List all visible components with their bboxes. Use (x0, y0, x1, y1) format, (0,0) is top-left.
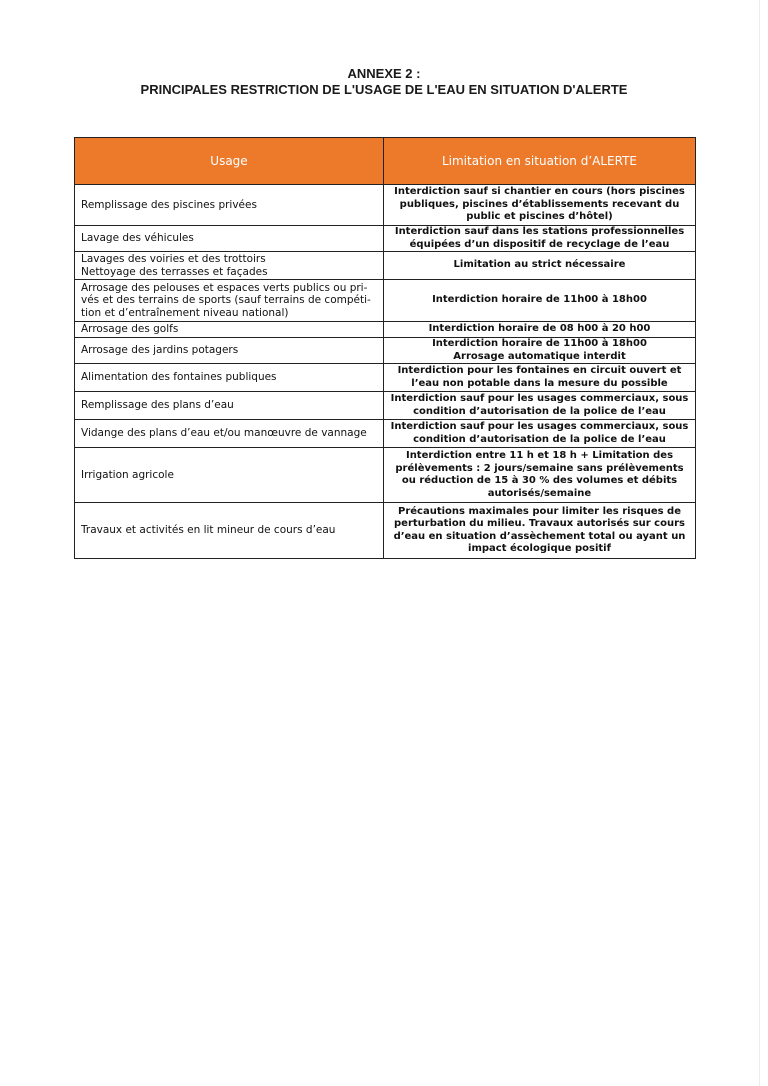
usage-cell: Arrosage des golfs (75, 322, 384, 338)
limitation-cell: Interdiction pour les fontaines en circuit ouvert et l’eau non potable dans la mesure du possible (384, 364, 696, 392)
table-row (75, 392, 696, 420)
annex-heading: PRINCIPALES RESTRICTION DE L'USAGE DE L'EAU EN SITUATION D'ALERTE (140, 82, 628, 97)
limitation-cell: Interdiction sauf dans les stations professionnelles équipées d’un dispositif de recyclage de l’eau (384, 226, 696, 252)
limitation-cell: Interdiction entre 11 h et 18 h + Limitation des prélèvements : 2 jours/semaine sans prélèvements ou réduction de 15 à 30 % des volumes et débits autorisés/semaine (384, 448, 696, 503)
limitation-cell: Limitation au strict nécessaire (384, 252, 696, 280)
usage-cell: Remplissage des plans d’eau (75, 392, 384, 420)
column-header-limitation: Limitation en situation d’ALERTE (384, 138, 696, 185)
limitation-cell: Interdiction sauf si chantier en cours (hors piscines publiques, piscines d’établissements recevant du public et piscines d’hôtel) (384, 185, 696, 226)
table-row (75, 420, 696, 448)
table-header-row (75, 138, 696, 185)
limitation-cell: Interdiction horaire de 08 h00 à 20 h00 (384, 322, 696, 338)
usage-cell: Travaux et activités en lit mineur de cours d’eau (75, 503, 384, 559)
usage-cell: Remplissage des piscines privées (75, 185, 384, 226)
table-row (75, 226, 696, 252)
table-body (75, 185, 696, 559)
usage-cell: Lavage des véhicules (75, 226, 384, 252)
table-row (75, 322, 696, 338)
limitation-cell: Précautions maximales pour limiter les risques de perturbation du milieu. Travaux autorisés sur cours d’eau en situation d’assèchement total ou ayant un impact écologique positif (384, 503, 696, 559)
table-row (75, 338, 696, 364)
usage-cell: Lavages des voiries et des trottoirs Nettoyage des terrasses et façades (75, 252, 384, 280)
limitation-cell: Interdiction sauf pour les usages commerciaux, sous condition d’autorisation de la police de l’eau (384, 420, 696, 448)
table-row (75, 280, 696, 322)
usage-cell: Vidange des plans d’eau et/ou manœuvre de vannage (75, 420, 384, 448)
table-row (75, 252, 696, 280)
usage-cell: Alimentation des fontaines publiques (75, 364, 384, 392)
document-title (0, 66, 768, 98)
annex-label: ANNEXE 2 : (347, 66, 421, 81)
table-row (75, 364, 696, 392)
column-header-usage: Usage (75, 138, 384, 185)
table-row (75, 448, 696, 503)
page-edge (759, 0, 760, 1086)
limitation-cell: Interdiction horaire de 11h00 à 18h00 (384, 280, 696, 322)
usage-cell: Arrosage des pelouses et espaces verts publics ou pri-vés et des terrains de sports (sauf terrains de compéti-tion et d’entraînement niveau national) (75, 280, 384, 322)
limitation-cell: Interdiction horaire de 11h00 à 18h00 Arrosage automatique interdit (384, 338, 696, 364)
usage-cell: Arrosage des jardins potagers (75, 338, 384, 364)
table-row (75, 503, 696, 559)
table-row (75, 185, 696, 226)
limitation-cell: Interdiction sauf pour les usages commerciaux, sous condition d’autorisation de la police de l’eau (384, 392, 696, 420)
usage-cell: Irrigation agricole (75, 448, 384, 503)
restrictions-table (74, 137, 696, 559)
